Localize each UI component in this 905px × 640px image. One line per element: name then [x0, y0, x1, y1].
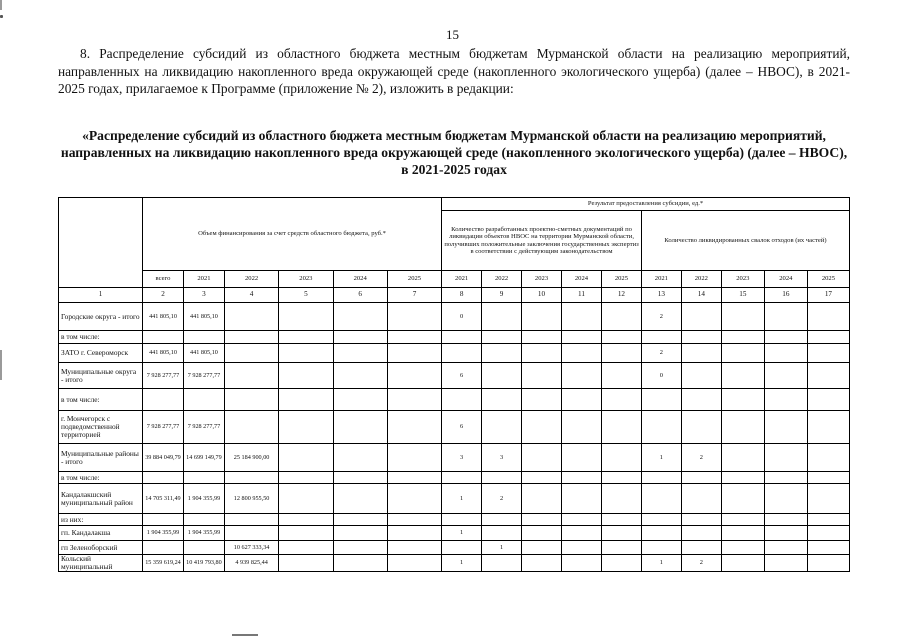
column-number: 8 — [442, 288, 482, 303]
table-cell — [681, 363, 721, 389]
table-cell: 1 904 355,99 — [143, 526, 184, 541]
table-cell: 1 — [442, 484, 482, 514]
table-cell — [807, 444, 849, 472]
table-cell — [333, 363, 387, 389]
table-cell — [641, 541, 681, 555]
table-cell — [641, 331, 681, 344]
header-year: 2021 — [641, 271, 681, 288]
table-cell: 15 359 619,24 — [143, 555, 184, 572]
table-cell — [442, 472, 482, 484]
table-cell — [562, 555, 602, 572]
table-cell — [764, 389, 807, 411]
table-row — [59, 514, 850, 526]
table-cell — [807, 411, 849, 444]
table-cell — [681, 514, 721, 526]
scan-edge-mark — [0, 350, 2, 380]
table-cell — [279, 555, 333, 572]
row-label: Кандалакшский муниципальный район — [59, 484, 143, 514]
table-cell — [224, 389, 278, 411]
table-cell: 3 — [442, 444, 482, 472]
table-cell — [721, 526, 764, 541]
table-row — [59, 331, 850, 344]
table-cell — [279, 303, 333, 331]
table-cell — [482, 389, 522, 411]
table-cell — [601, 555, 641, 572]
table-cell — [641, 526, 681, 541]
table-cell — [562, 344, 602, 363]
table-cell — [333, 444, 387, 472]
row-label: Кольский муниципальный — [59, 555, 143, 572]
row-label: Муниципальные округа - итого — [59, 363, 143, 389]
table-cell — [482, 363, 522, 389]
column-number: 7 — [387, 288, 441, 303]
table-cell — [721, 331, 764, 344]
table-cell: 1 — [442, 526, 482, 541]
table-cell: 1 — [442, 555, 482, 572]
table-cell — [387, 514, 441, 526]
table-cell: 14 699 149,79 — [183, 444, 224, 472]
table-cell — [807, 526, 849, 541]
table-cell: 7 928 277,77 — [143, 411, 184, 444]
table-cell: 441 805,10 — [183, 303, 224, 331]
row-label: ЗАТО г. Североморск — [59, 344, 143, 363]
table-cell — [601, 389, 641, 411]
table-cell — [183, 331, 224, 344]
table-row — [59, 555, 850, 572]
table-cell: 3 — [482, 444, 522, 472]
table-cell: 10 419 793,80 — [183, 555, 224, 572]
table-cell — [807, 389, 849, 411]
header-year: 2021 — [442, 271, 482, 288]
table-cell — [279, 363, 333, 389]
table-cell — [764, 555, 807, 572]
table-cell — [387, 526, 441, 541]
table-cell — [807, 514, 849, 526]
table-cell: 1 904 355,99 — [183, 526, 224, 541]
table-cell: 0 — [442, 303, 482, 331]
table-cell — [442, 389, 482, 411]
row-label: гп Зеленоборский — [59, 541, 143, 555]
table-cell — [333, 411, 387, 444]
table-cell — [143, 472, 184, 484]
table-cell: 1 904 355,99 — [183, 484, 224, 514]
row-label: в том числе: — [59, 472, 143, 484]
table-cell — [681, 472, 721, 484]
table-cell — [601, 331, 641, 344]
header-year: 2025 — [387, 271, 441, 288]
table-cell — [442, 541, 482, 555]
table-cell — [387, 389, 441, 411]
table-cell — [764, 526, 807, 541]
table-cell — [681, 389, 721, 411]
table-cell: 1 — [641, 444, 681, 472]
table-cell — [764, 331, 807, 344]
table-cell — [601, 472, 641, 484]
table-cell — [807, 484, 849, 514]
column-number: 17 — [807, 288, 849, 303]
table-cell — [641, 389, 681, 411]
table-cell — [807, 363, 849, 389]
table-cell — [183, 472, 224, 484]
table-cell — [681, 411, 721, 444]
column-number: 1 — [59, 288, 143, 303]
table-cell: 2 — [641, 344, 681, 363]
table-cell — [224, 472, 278, 484]
table-cell — [721, 555, 764, 572]
table-cell — [143, 541, 184, 555]
table-cell: 12 800 955,50 — [224, 484, 278, 514]
table-cell: 0 — [641, 363, 681, 389]
table-cell — [522, 344, 562, 363]
table-cell — [333, 541, 387, 555]
column-number-row — [59, 288, 850, 303]
table-cell — [279, 331, 333, 344]
row-label: в том числе: — [59, 389, 143, 411]
row-label: гп. Кандалакша — [59, 526, 143, 541]
header-row-years — [59, 271, 850, 288]
table-body — [59, 303, 850, 572]
table-cell — [387, 541, 441, 555]
table-cell — [333, 331, 387, 344]
table-row — [59, 484, 850, 514]
table-cell — [333, 389, 387, 411]
table-cell — [764, 363, 807, 389]
table-cell — [442, 331, 482, 344]
table-row — [59, 411, 850, 444]
header-year: 2022 — [482, 271, 522, 288]
column-number: 10 — [522, 288, 562, 303]
table-cell: 39 884 049,79 — [143, 444, 184, 472]
table-cell — [482, 411, 522, 444]
table-cell — [562, 541, 602, 555]
table-cell — [562, 331, 602, 344]
column-number: 13 — [641, 288, 681, 303]
table-cell — [807, 331, 849, 344]
header-year: 2023 — [721, 271, 764, 288]
column-number: 2 — [143, 288, 184, 303]
header-year: 2024 — [333, 271, 387, 288]
table-cell — [807, 472, 849, 484]
table-cell — [279, 411, 333, 444]
table-cell — [807, 541, 849, 555]
table-cell — [601, 303, 641, 331]
table-cell — [224, 514, 278, 526]
table-cell — [721, 411, 764, 444]
header-year: 2023 — [279, 271, 333, 288]
table-cell: 25 184 900,00 — [224, 444, 278, 472]
scan-dot — [0, 15, 3, 18]
column-number: 16 — [764, 288, 807, 303]
table-cell: 6 — [442, 363, 482, 389]
table-cell: 7 928 277,77 — [183, 363, 224, 389]
table-row — [59, 303, 850, 331]
table-cell — [143, 389, 184, 411]
table-cell — [681, 541, 721, 555]
table-cell: 7 928 277,77 — [183, 411, 224, 444]
table-cell: 441 805,10 — [183, 344, 224, 363]
table-cell — [482, 344, 522, 363]
header-year: 2025 — [807, 271, 849, 288]
table-row — [59, 526, 850, 541]
table-cell — [522, 389, 562, 411]
row-label: из них: — [59, 514, 143, 526]
table-cell — [522, 526, 562, 541]
table-cell — [333, 472, 387, 484]
row-label: Муниципальные районы - итого — [59, 444, 143, 472]
table-cell — [721, 484, 764, 514]
table-cell — [387, 303, 441, 331]
header-year: 2024 — [764, 271, 807, 288]
row-label: Городские округа - итого — [59, 303, 143, 331]
row-label: в том числе: — [59, 331, 143, 344]
table-cell — [601, 514, 641, 526]
table-cell: 1 — [641, 555, 681, 572]
table-cell — [764, 444, 807, 472]
table-cell — [641, 411, 681, 444]
table-cell — [721, 344, 764, 363]
table-row — [59, 363, 850, 389]
table-cell — [279, 444, 333, 472]
table-cell — [224, 411, 278, 444]
table-cell — [442, 344, 482, 363]
table-cell — [279, 541, 333, 555]
table-cell — [641, 514, 681, 526]
column-number: 6 — [333, 288, 387, 303]
table-cell — [482, 555, 522, 572]
table-cell: 6 — [442, 411, 482, 444]
table-cell — [522, 444, 562, 472]
table-cell — [764, 484, 807, 514]
table-cell — [601, 411, 641, 444]
table-cell: 10 627 333,34 — [224, 541, 278, 555]
table-cell — [562, 472, 602, 484]
table-cell — [482, 514, 522, 526]
table-cell — [333, 526, 387, 541]
table-cell — [721, 389, 764, 411]
table-cell — [681, 526, 721, 541]
table-cell — [333, 303, 387, 331]
table-cell — [601, 484, 641, 514]
table-cell — [721, 444, 764, 472]
header-year: 2022 — [681, 271, 721, 288]
table-cell — [721, 541, 764, 555]
table-cell — [279, 526, 333, 541]
table-cell — [482, 526, 522, 541]
table-cell — [333, 344, 387, 363]
table-cell — [562, 514, 602, 526]
table-cell — [333, 484, 387, 514]
table-row — [59, 389, 850, 411]
table-cell — [387, 344, 441, 363]
table-cell — [601, 541, 641, 555]
table-cell: 2 — [681, 555, 721, 572]
table-cell — [224, 363, 278, 389]
intro-paragraph: 8. Распределение субсидий из областного бюджета местным бюджетам Мурманской области на реализацию мероприятий, направленных на ликвидацию накопленного вреда окружающей среде (накопленного экологического ущерба) (далее – НВОС), в 2021-2025 годах, прилагаемое к Программе (приложение № 2), изложить в редакции: — [58, 46, 850, 96]
table-cell — [601, 526, 641, 541]
table-cell — [224, 344, 278, 363]
table-cell — [224, 303, 278, 331]
table-cell — [522, 541, 562, 555]
table-cell — [764, 514, 807, 526]
row-label: г. Мончегорск с подведомственной территорией — [59, 411, 143, 444]
table-cell — [764, 303, 807, 331]
table-cell — [807, 555, 849, 572]
column-number: 14 — [681, 288, 721, 303]
table-cell — [522, 472, 562, 484]
table-cell — [387, 411, 441, 444]
column-number: 15 — [721, 288, 764, 303]
column-number: 4 — [224, 288, 278, 303]
table-row — [59, 472, 850, 484]
table-cell — [721, 363, 764, 389]
table-cell — [562, 484, 602, 514]
header-year: 2024 — [562, 271, 602, 288]
header-row-result — [59, 198, 850, 211]
table-cell — [387, 472, 441, 484]
header-financing: Объем финансирования за счет средств областного бюджета, руб.* — [143, 198, 442, 271]
table-cell — [562, 389, 602, 411]
table-cell — [522, 363, 562, 389]
table-cell — [183, 514, 224, 526]
page-number: 15 — [446, 27, 459, 42]
table-cell — [641, 472, 681, 484]
table-cell — [601, 363, 641, 389]
table-cell — [482, 331, 522, 344]
table-cell — [562, 526, 602, 541]
subsidy-table — [58, 197, 850, 572]
table-cell — [387, 331, 441, 344]
table-cell — [442, 514, 482, 526]
table-cell — [562, 444, 602, 472]
document-title: «Распределение субсидий из областного бюджета местным бюджетам Мурманской области на реализацию мероприятий, направленных на ликвидацию накопленного вреда окружающей среде (накопленного экологического ущерба) (далее – НВОС), в 2021-2025 годах — [60, 128, 848, 177]
table-cell — [224, 526, 278, 541]
header-year: 2022 — [224, 271, 278, 288]
column-number: 12 — [601, 288, 641, 303]
table-cell — [764, 344, 807, 363]
table-cell — [279, 514, 333, 526]
table-cell — [482, 303, 522, 331]
table-cell — [562, 303, 602, 331]
table-row — [59, 541, 850, 555]
header-total: всего — [143, 271, 184, 288]
scan-edge-mark — [0, 0, 2, 10]
table-cell — [522, 331, 562, 344]
table-cell — [681, 344, 721, 363]
table-cell — [143, 331, 184, 344]
table-cell — [681, 303, 721, 331]
table-cell — [387, 484, 441, 514]
table-cell — [601, 444, 641, 472]
table-cell — [224, 331, 278, 344]
table-cell — [482, 472, 522, 484]
table-cell — [387, 444, 441, 472]
scan-bottom-mark — [232, 634, 258, 636]
table-cell — [641, 484, 681, 514]
table-cell — [183, 541, 224, 555]
column-number: 5 — [279, 288, 333, 303]
table-cell — [764, 472, 807, 484]
header-territory — [59, 198, 143, 288]
header-result: Результат предоставления субсидии, ед.* — [442, 198, 850, 211]
table-cell — [807, 344, 849, 363]
header-year: 2021 — [183, 271, 224, 288]
table-cell — [387, 555, 441, 572]
table-cell: 4 939 825,44 — [224, 555, 278, 572]
table-cell: 441 805,10 — [143, 344, 184, 363]
table-cell: 2 — [641, 303, 681, 331]
header-year: 2023 — [522, 271, 562, 288]
table-cell — [522, 411, 562, 444]
column-number: 9 — [482, 288, 522, 303]
table-cell — [721, 303, 764, 331]
table-cell: 7 928 277,77 — [143, 363, 184, 389]
table-cell: 2 — [681, 444, 721, 472]
header-year: 2025 — [601, 271, 641, 288]
table-cell — [764, 541, 807, 555]
table-cell — [279, 389, 333, 411]
table-cell — [183, 389, 224, 411]
table-row — [59, 344, 850, 363]
table-cell: 14 705 311,49 — [143, 484, 184, 514]
column-number: 3 — [183, 288, 224, 303]
table-cell — [721, 514, 764, 526]
column-number: 11 — [562, 288, 602, 303]
table-cell: 2 — [482, 484, 522, 514]
table-cell — [279, 472, 333, 484]
table-cell — [333, 514, 387, 526]
table-cell — [721, 472, 764, 484]
table-cell — [601, 344, 641, 363]
table-cell: 1 — [482, 541, 522, 555]
table-cell — [562, 411, 602, 444]
header-projects: Количество разработанных проектно-сметных документаций по ликвидации объектов НВОС на территории Мурманской области, получивших положительные заключения государственных экспертиз в соответствии с действующим законодательством — [442, 211, 642, 271]
table-cell — [562, 363, 602, 389]
table-cell — [807, 303, 849, 331]
table-cell — [522, 484, 562, 514]
table-cell — [279, 484, 333, 514]
table-cell — [279, 344, 333, 363]
table-cell — [764, 411, 807, 444]
table-cell — [681, 484, 721, 514]
table-cell — [387, 363, 441, 389]
table-row — [59, 444, 850, 472]
header-dumps: Количество ликвидированных свалок отходов (их частей) — [641, 211, 849, 271]
table-cell — [143, 514, 184, 526]
table-cell — [333, 555, 387, 572]
table-cell: 441 805,10 — [143, 303, 184, 331]
table-cell — [681, 331, 721, 344]
table-cell — [522, 555, 562, 572]
table-cell — [522, 514, 562, 526]
table-cell — [522, 303, 562, 331]
